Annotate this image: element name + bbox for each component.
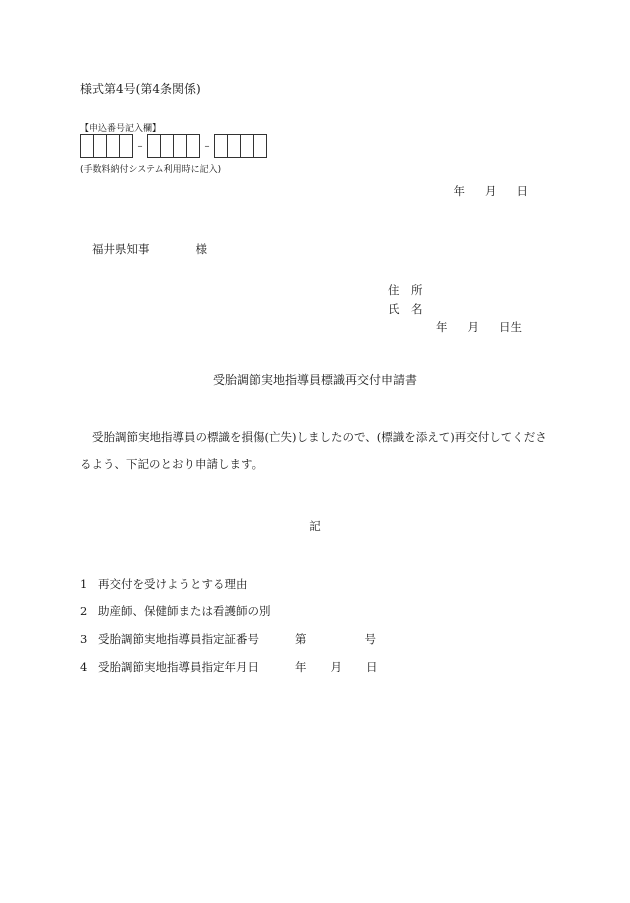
birth-month: 月 [467,320,479,334]
ki-heading: 記 [309,519,321,533]
application-number-group-3[interactable] [214,134,267,158]
digit-box[interactable] [93,134,107,158]
digit-box[interactable] [119,134,133,158]
applicant-address-label: 住 所 [388,283,423,297]
birth-year: 年 [436,320,448,334]
digit-box[interactable] [253,134,267,158]
addressee [92,241,207,257]
certificate-suffix: 号 [364,632,376,646]
item-number: 3 [80,632,88,646]
birth-day: 日生 [499,320,522,334]
designation-day: 日 [366,660,378,674]
digit-box[interactable] [186,134,200,158]
designation-year: 年 [295,660,307,674]
addressee-honorific: 様 [195,242,207,256]
application-number-label: 【申込番号記入欄】 [80,124,162,134]
list-item [80,659,400,675]
application-date [434,183,529,199]
digit-box[interactable] [147,134,161,158]
digit-box[interactable] [240,134,254,158]
applicant-name-label: 氏 名 [388,302,423,316]
digit-box[interactable] [80,134,94,158]
date-year: 年 [453,184,465,198]
form-number: 様式第4号(第4条関係) [80,82,201,96]
application-number-separator: – [204,140,210,152]
item-number: 1 [80,577,88,591]
digit-box[interactable] [214,134,228,158]
list-item [80,603,271,619]
certificate-number [295,631,376,647]
item-text: 受胎調節実地指導員指定年月日 [98,660,259,674]
date-month: 月 [485,184,497,198]
designation-month: 月 [330,660,342,674]
digit-box[interactable] [173,134,187,158]
addressee-name: 福井県知事 [92,242,150,256]
digit-box[interactable] [227,134,241,158]
certificate-prefix: 第 [295,632,307,646]
item-text: 受胎調節実地指導員指定証番号 [98,632,259,646]
digit-box[interactable] [160,134,174,158]
item-text: 助産師、保健師または看護師の別 [98,604,271,618]
application-number-separator: – [137,140,143,152]
item-number: 4 [80,660,88,674]
item-number: 2 [80,604,88,618]
application-number-group-2[interactable] [147,134,200,158]
applicant-birth-date [436,319,522,335]
application-number-boxes[interactable] [80,134,267,158]
list-item [80,631,400,647]
item-text: 再交付を受けようとする理由 [98,577,248,591]
application-number-group-1[interactable] [80,134,133,158]
list-item [80,576,248,592]
document-title: 受胎調節実地指導員標識再交付申請書 [212,373,417,387]
designation-date [295,659,378,675]
body-paragraph: 受胎調節実地指導員の標識を損傷(亡失)しましたので、(標識を添えて)再交付してくださるよう、下記のとおり申請します。 [80,430,547,471]
application-number-note: (手数料納付システム利用時に記入) [80,165,222,175]
date-day: 日 [516,184,528,198]
digit-box[interactable] [106,134,120,158]
